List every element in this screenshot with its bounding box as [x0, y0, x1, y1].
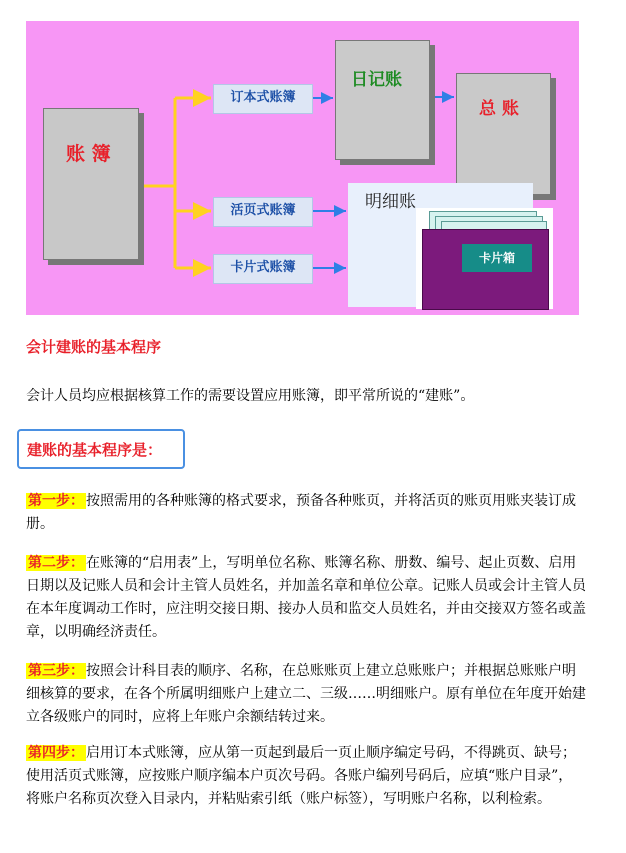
- card-box-label: 卡片箱: [462, 244, 532, 272]
- subheading: 建账的基本程序是：: [27, 441, 163, 459]
- card-ledger-label: 卡片式账簿: [213, 254, 313, 284]
- general-ledger-label: 总 账: [479, 99, 519, 119]
- loose-leaf-ledger-label: 活页式账簿: [213, 197, 313, 227]
- step-2: [26, 552, 586, 644]
- intro-paragraph: 会计人员均应根据核算工作的需要设置应用账簿，即平常所说的“建账”。: [26, 388, 475, 404]
- step-1: [26, 490, 586, 536]
- ledger-book: [43, 108, 139, 260]
- bound-ledger-label: 订本式账簿: [213, 84, 313, 114]
- ledger-diagram: [26, 21, 579, 315]
- step-text: 按照会计科目表的顺序、名称，在总账账页上建立总账账户；并根据总账账户明细核算的要求，在各个所属明细账户上建立二、三级……明细账户。原有单位在年度开始建立各级账户的同时，应将上年账户余额结转过来。: [26, 663, 586, 725]
- general-ledger-book: [456, 73, 551, 195]
- step-text: 启用订本式账簿，应从第一页起到最后一页止顺序编定号码，不得跳页、缺号；使用活页式账簿，应按账户顺序编本户页次号码。各账户编列号码后，应填“账户目录”，将账户名称页次登入目录内，并粘贴索引纸（账户标签），写明账户名称，以利检索。: [26, 745, 576, 807]
- page-title: 会计建账的基本程序: [26, 338, 162, 356]
- step-text: 按照需用的各种账簿的格式要求，预备各种账页，并将活页的账页用账夹装订成册。: [26, 493, 576, 532]
- step-text: 在账簿的“启用表”上，写明单位名称、账簿名称、册数、编号、起止页数、启用日期以及记账人员和会计主管人员姓名，并加盖名章和单位公章。记账人员或会计主管人员在本年度调动工作时，应注明交接日期、接办人员和监交人员姓名，并由交接双方签名或盖章，以明确经济责任。: [26, 555, 586, 640]
- journal-label: 日记账: [351, 70, 402, 90]
- step-4: [26, 742, 586, 811]
- step-3: [26, 660, 586, 729]
- step-tag: 第四步：: [28, 745, 84, 761]
- step-tag: 第一步：: [28, 493, 84, 509]
- subheading-frame: [17, 429, 185, 469]
- detail-ledger-label: 明细账: [365, 192, 416, 212]
- ledger-label: 账 簿: [66, 143, 111, 165]
- step-tag: 第三步：: [28, 663, 84, 679]
- journal-book: [335, 40, 430, 160]
- step-tag: 第二步：: [28, 555, 84, 571]
